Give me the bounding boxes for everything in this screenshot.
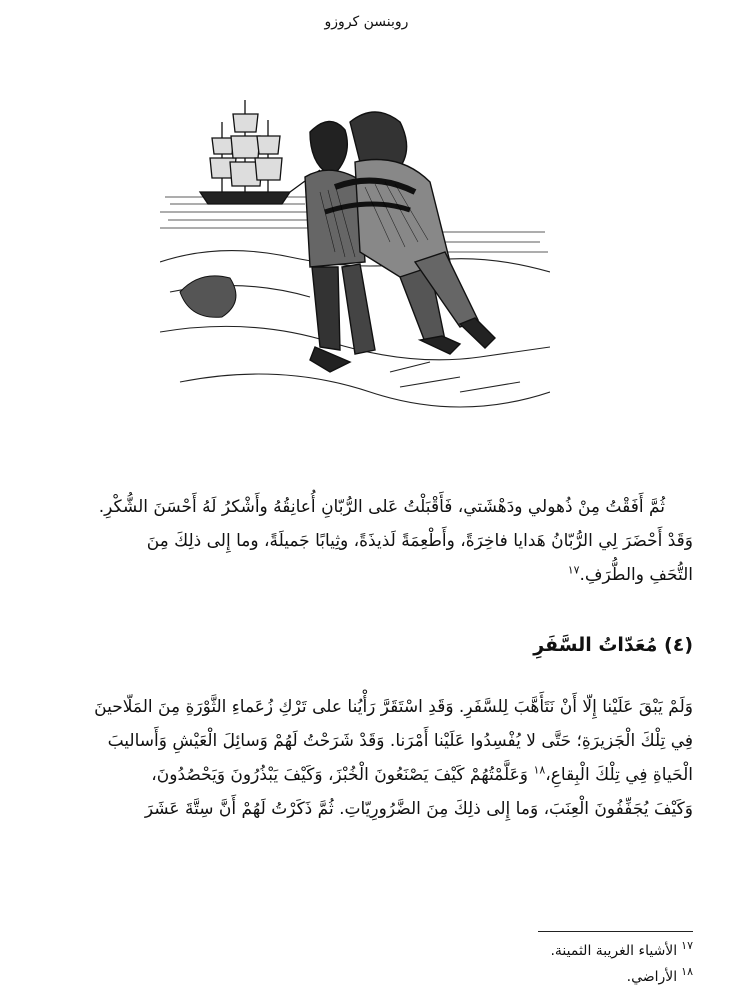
section-heading: (٤) مُعَدّاتُ السَّفَرِ [533,634,693,656]
footnote-ref-17: ١٧ [567,563,580,577]
engraving-illustration [160,92,550,410]
paragraph-1-line-1: ثُمَّ أَفَقْتُ مِنْ ذُهولي ودَهْشَتي، فَأَقْبَلْتُ عَلى الرُّبّانِ أُعانِقُهُ وأَشْكرُ لَهُ أَحْسَنَ الشُّكْرِ. [98,497,665,517]
paragraph-2-line-4: وَكَيْفَ يُجَفِّفُونَ الْعِنَبَ، وَما إِلى ذلِكَ مِنَ الضَّرُورِيّاتِ. ثُمَّ ذَكَرْتُ لَهُمْ أَنَّ سِتَّةَ عَشَرَ [144,799,693,819]
footnote-18 [550,964,693,990]
footnote-17-number: ١٧ [681,939,693,953]
paragraph-1-line-2: وَقَدْ أَحْضَرَ لِي الرُّبّانُ هَدايا فاخِرَةً، وأَطْعِمَةً لَذيذَةً، وثِيابًا جَميلَةً، وما إِلى ذلِكَ مِنَ [146,531,693,551]
footnotes [550,938,693,990]
footnote-18-text: الأراضي. [626,969,678,985]
paragraph-2-line-2: فِي تِلْكَ الْجَزيرَةِ؛ حَتَّى لا يُفْسِدُوا عَلَيْنا أَمْرَنا. وَقَدْ شَرَحْتُ لَهُمْ وَسائِلَ الْعَيْشِ وَأَساليبَ [107,731,693,751]
paragraph-1 [40,490,693,592]
paragraph-2-line-1: وَلَمْ يَبْقَ عَلَيْنا إِلّا أَنْ نَتَأَهَّبَ لِلسَّفَرِ. وَقَدِ اسْتَقَرَّ رَأْيُنا على تَرْكِ زُعَماءِ الثَّوْرَةِ مِنَ المَلّاحينَ [94,697,693,717]
running-header: روبنسن كروزو [324,14,409,30]
paragraph-2 [40,690,693,826]
paragraph-1-line-3 [40,558,693,592]
paragraph-2-line-3b: وَعَلَّمْتُهُمْ كَيْفَ يَصْنَعُونَ الْخُبْزَ، وَكَيْفَ يَبْذُرُونَ وَيَحْصُدُونَ، [151,765,534,785]
paragraph-2-line-3a: الْحَياةِ فِي تِلْكَ الْبِقاعِ، [545,765,693,785]
footnote-ref-18: ١٨ [533,763,546,777]
footnote-divider [538,931,693,932]
footnote-18-number: ١٨ [681,965,693,979]
paragraph-1-line-3-text: التُّحَفِ والطُّرَفِ. [579,565,693,585]
paragraph-2-line-3 [40,758,693,792]
footnote-17-text: الأشياء الغريبة الثمينة. [550,943,678,959]
footnote-17 [550,938,693,964]
